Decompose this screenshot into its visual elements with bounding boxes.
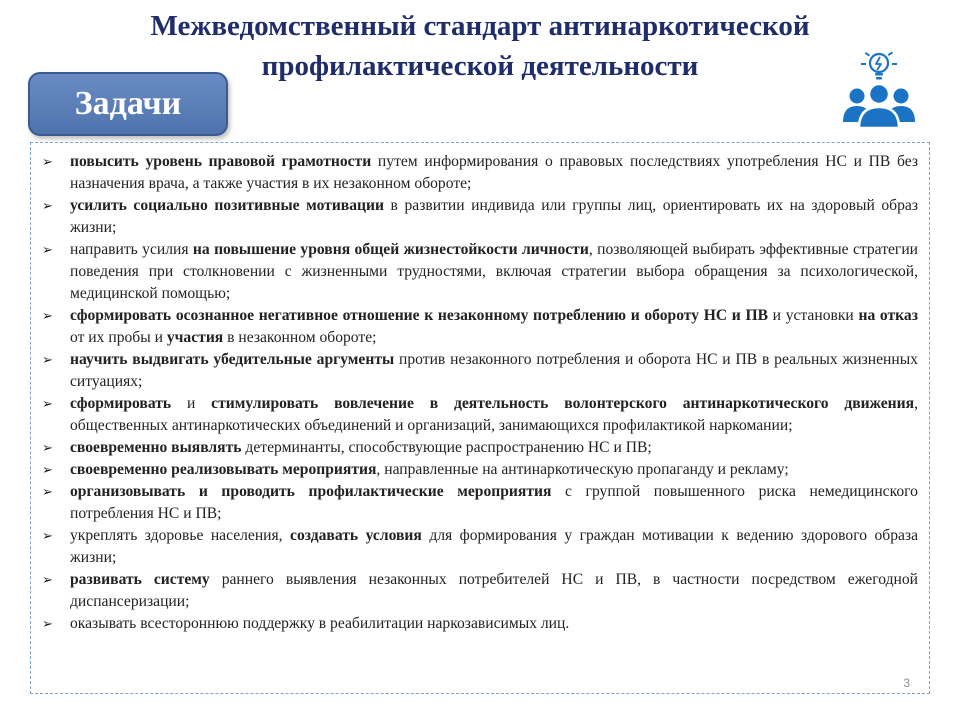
task-text-bold: создавать условия	[290, 527, 422, 544]
task-text: против незаконного потребления и оборота НС и ПВ в реальных жизненных ситуациях;	[70, 351, 919, 390]
arrow-bullet-icon: ➢	[42, 242, 53, 257]
task-text-bold: участия	[166, 329, 224, 346]
team-lightbulb-icon	[838, 50, 920, 130]
task-text-bold: своевременно выявлять	[70, 439, 242, 456]
task-text-bold: на повышение уровня общей жизнестойкости личности	[192, 241, 589, 258]
task-item	[39, 481, 918, 525]
arrow-bullet-icon: ➢	[42, 440, 53, 455]
task-text: раннего выявления незаконных потребителей НС и ПВ, в частности посредством ежегодной диспансеризации;	[70, 571, 918, 610]
arrow-bullet-icon: ➢	[42, 396, 53, 411]
task-text: путем информирования о правовых последствиях употребления НС и ПВ без назначения врача, а также участия в их незаконном обороте;	[70, 153, 918, 192]
task-text-bold: усилить социально позитивные мотивации	[70, 197, 384, 214]
task-text: от их пробы и	[70, 329, 167, 346]
task-item	[39, 525, 918, 569]
tasks-panel	[30, 142, 930, 694]
task-text: для формирования у граждан мотивации к ведению здорового образа жизни;	[70, 527, 919, 566]
task-text: в незаконном обороте;	[223, 329, 377, 346]
task-text: с группой повышенного риска немедицинского потребления НС и ПВ;	[70, 483, 918, 522]
task-text: в развитии индивида или группы лиц, ориентировать их на здоровый образ жизни;	[70, 197, 918, 236]
arrow-bullet-icon: ➢	[42, 352, 53, 367]
task-item	[39, 459, 918, 481]
arrow-bullet-icon: ➢	[42, 198, 53, 213]
task-text-bold: развивать систему	[70, 571, 210, 588]
page-title-line-2: профилактической деятельности	[261, 50, 699, 82]
arrow-bullet-icon: ➢	[42, 528, 53, 543]
task-text: , направленные на антинаркотическую пропаганду и рекламу;	[376, 461, 789, 478]
task-text: оказывать всестороннюю поддержку в реабилитации наркозависимых лиц.	[70, 615, 570, 632]
task-text-bold: повысить уровень правовой грамотности	[70, 153, 372, 170]
task-text: и	[171, 395, 212, 412]
task-item	[39, 437, 918, 459]
task-text-bold: сформировать осознанное негативное отношение к незаконному потреблению и обороту НС и ПВ	[70, 307, 768, 324]
tasks-badge: Задачи	[28, 72, 228, 136]
page-number: 3	[903, 676, 910, 690]
task-text: , позволяющей выбирать эффективные стратегии поведения при столкновении с жизненными трудностями, включая стратегии выбора обращения за психологической, медицинской помощью;	[70, 241, 919, 302]
task-item	[39, 151, 918, 195]
task-text-bold: сформировать	[70, 395, 172, 412]
task-text-bold: на отказ	[858, 307, 918, 324]
arrow-bullet-icon: ➢	[42, 572, 53, 587]
page-title-line-1: Межведомственный стандарт антинаркотической	[150, 10, 810, 42]
arrow-bullet-icon: ➢	[42, 616, 53, 631]
task-text: направить усилия	[70, 241, 193, 258]
task-item	[39, 239, 918, 305]
task-text-bold: стимулировать вовлечение в деятельность волонтерского антинаркотического движения	[211, 395, 915, 412]
arrow-bullet-icon: ➢	[42, 462, 53, 477]
task-text-bold: научить выдвигать убедительные аргументы	[70, 351, 395, 368]
task-list	[39, 151, 918, 635]
task-text: , общественных антинаркотических объединений и организаций, занимающихся профилактикой наркомании;	[70, 395, 918, 434]
task-text-bold: своевременно реализовывать мероприятия	[70, 461, 377, 478]
task-item	[39, 393, 918, 437]
task-item	[39, 195, 918, 239]
task-item	[39, 305, 918, 349]
task-text: детерминанты, способствующие распространению НС и ПВ;	[241, 439, 652, 456]
task-text: и установки	[768, 307, 859, 324]
task-item	[39, 613, 918, 635]
task-item	[39, 569, 918, 613]
task-text-bold: организовывать и проводить профилактические мероприятия	[70, 483, 552, 500]
arrow-bullet-icon: ➢	[42, 154, 53, 169]
arrow-bullet-icon: ➢	[42, 308, 53, 323]
arrow-bullet-icon: ➢	[42, 484, 53, 499]
task-text: укреплять здоровье населения,	[70, 527, 291, 544]
task-item	[39, 349, 918, 393]
